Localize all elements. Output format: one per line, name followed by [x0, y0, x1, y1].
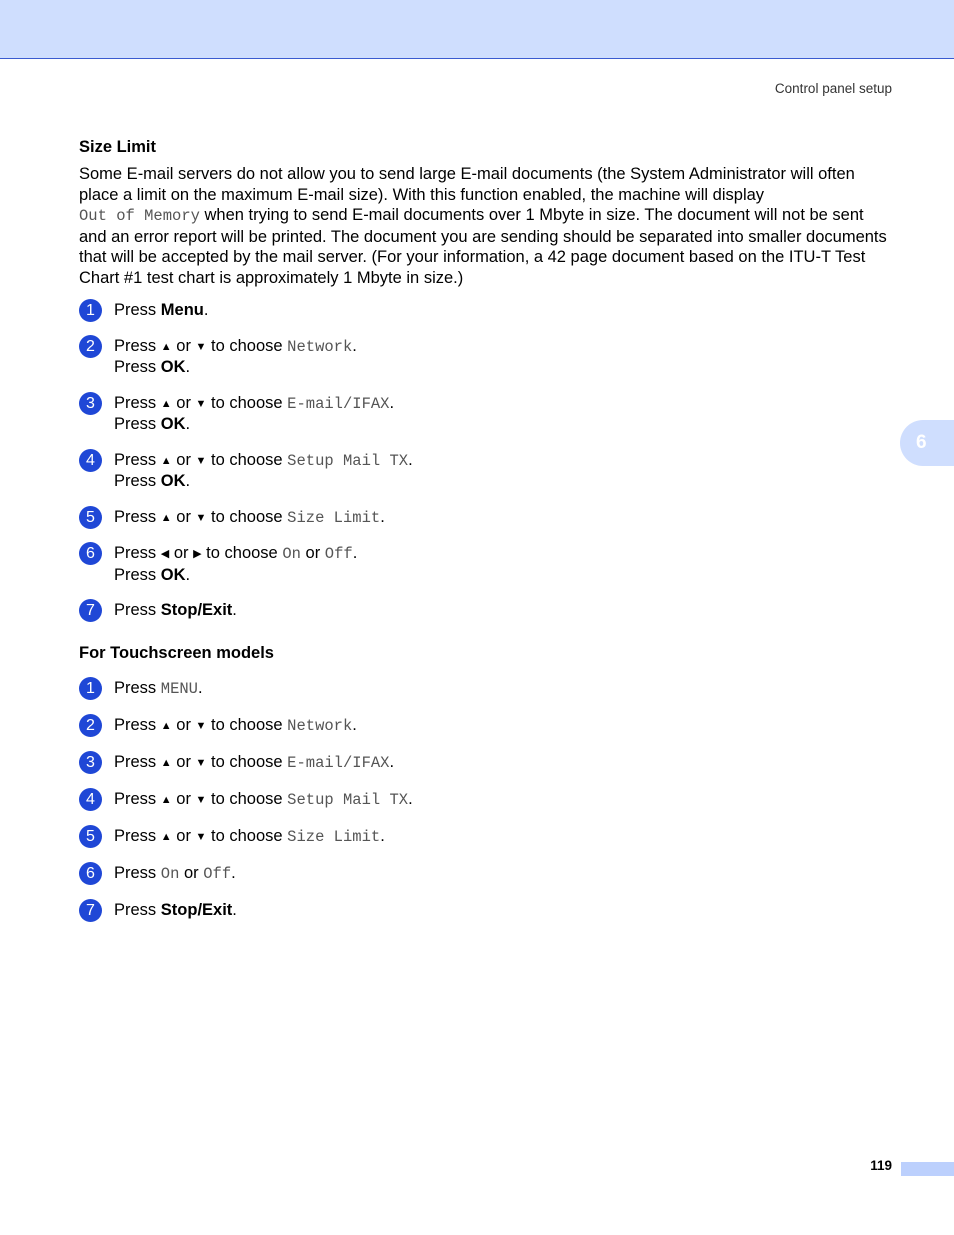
- step-number: 2: [79, 335, 102, 358]
- down-arrow-icon: ▼: [195, 719, 207, 732]
- lcd-message: Out of Memory: [79, 207, 200, 225]
- ts-step-3: 3 Press ▲ or ▼ to choose E-mail/IFAX.: [79, 752, 894, 774]
- up-arrow-icon: ▲: [160, 830, 172, 843]
- down-arrow-icon: ▼: [195, 397, 207, 410]
- step-number: 7: [79, 599, 102, 622]
- step-1: 1 Press Menu.: [79, 300, 894, 321]
- up-arrow-icon: ▲: [160, 511, 172, 524]
- step-number: 1: [79, 299, 102, 322]
- up-arrow-icon: ▲: [160, 719, 172, 732]
- down-arrow-icon: ▼: [195, 340, 207, 353]
- step-number: 4: [79, 449, 102, 472]
- left-arrow-icon: ◀: [160, 548, 170, 560]
- ts-step-6: 6 Press On or Off.: [79, 863, 894, 885]
- down-arrow-icon: ▼: [195, 454, 207, 467]
- up-arrow-icon: ▲: [160, 756, 172, 769]
- up-arrow-icon: ▲: [160, 793, 172, 806]
- chapter-tab: 6: [900, 420, 954, 466]
- page-number: 119: [870, 1158, 892, 1173]
- touchscreen-steps: [79, 678, 894, 921]
- up-arrow-icon: ▲: [160, 340, 172, 353]
- down-arrow-icon: ▼: [195, 793, 207, 806]
- ts-step-5: 5 Press ▲ or ▼ to choose Size Limit.: [79, 826, 894, 848]
- up-arrow-icon: ▲: [160, 397, 172, 410]
- step-number: 7: [79, 899, 102, 922]
- step-number: 1: [79, 677, 102, 700]
- step-number: 4: [79, 788, 102, 811]
- ts-step-4: 4 Press ▲ or ▼ to choose Setup Mail TX.: [79, 789, 894, 811]
- step-2: 2 Press ▲ or ▼ to choose Network. Press OK.: [79, 336, 894, 378]
- step-4: 4 Press ▲ or ▼ to choose Setup Mail TX. Press OK.: [79, 450, 894, 492]
- ts-step-2: 2 Press ▲ or ▼ to choose Network.: [79, 715, 894, 737]
- step-5: 5 Press ▲ or ▼ to choose Size Limit.: [79, 507, 894, 529]
- touchscreen-heading: For Touchscreen models: [79, 643, 274, 662]
- step-number: 5: [79, 825, 102, 848]
- size-limit-steps: [79, 300, 894, 621]
- step-6: 6 Press ◀ or ▶ to choose On or Off. Press OK.: [79, 543, 894, 585]
- step-7: 7 Press Stop/Exit.: [79, 600, 894, 621]
- size-limit-heading: Size Limit: [79, 138, 157, 156]
- step-number: 5: [79, 506, 102, 529]
- right-arrow-icon: ▶: [193, 548, 202, 560]
- down-arrow-icon: ▼: [195, 756, 207, 769]
- size-limit-description: Some E-mail servers do not allow you to send large E-mail documents (the System Administrator will often place a limit on the maximum E-mail size). With this function enabled, the machine will display Out of Memory when trying to send E-mail documents over 1 Mbyte in size. The document will not be sent and an error report will be printed. The document you are sending should be separated into smaller documents that will be accepted by the mail server. (For your information, a 42 page document based on the ITU-T Test Chart #1 test chart is approximately 1 Mbyte in size.): [79, 165, 887, 287]
- step-number: 3: [79, 392, 102, 415]
- down-arrow-icon: ▼: [195, 830, 207, 843]
- step-number: 6: [79, 862, 102, 885]
- running-header: Control panel setup: [774, 81, 892, 96]
- step-3: 3 Press ▲ or ▼ to choose E-mail/IFAX. Press OK.: [79, 393, 894, 435]
- down-arrow-icon: ▼: [195, 511, 207, 524]
- step-number: 3: [79, 751, 102, 774]
- page-content: [79, 136, 894, 920]
- ts-step-1: 1 Press MENU.: [79, 678, 894, 700]
- header-band: [0, 0, 954, 59]
- page-number-band: [901, 1162, 954, 1176]
- up-arrow-icon: ▲: [160, 454, 172, 467]
- ts-step-7: 7 Press Stop/Exit.: [79, 900, 894, 921]
- step-number: 6: [79, 542, 102, 565]
- step-number: 2: [79, 714, 102, 737]
